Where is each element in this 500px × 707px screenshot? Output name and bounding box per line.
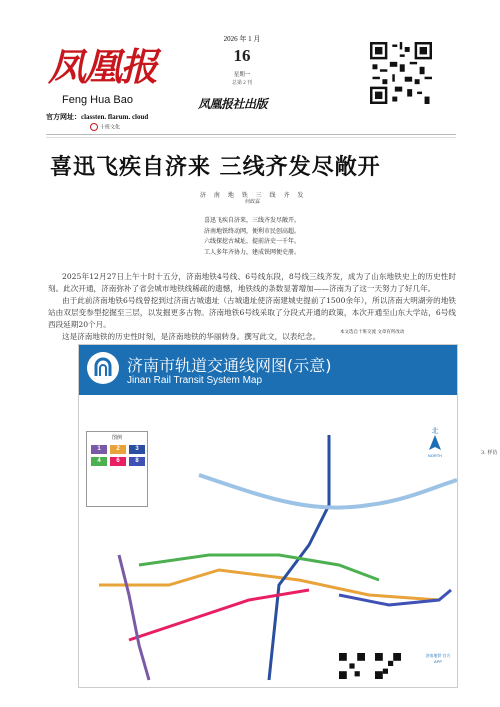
legend-grid bbox=[91, 445, 147, 466]
article-paragraph: 2025年12月27日上午十时十五分，济南地铁4号线、6号线东段，8号线三线齐发，成为了山东地铁史上的历史性时刻。此次开通，济南弥补了省会城市地铁线稀疏的遗憾，地铁线的条数显著增加——济南为了这一天努力了好几年。 bbox=[48, 272, 456, 293]
metro-map bbox=[78, 344, 458, 688]
legend-line-4: 4 bbox=[91, 457, 107, 466]
map-legend bbox=[86, 431, 148, 507]
map-title-en: Jinan Rail Transit System Map bbox=[127, 375, 263, 386]
north-label-en: NORTH bbox=[427, 453, 443, 458]
metro-logo-icon bbox=[87, 352, 119, 384]
headline: 喜迅飞疾自济来 三线齐发尽敞开 bbox=[50, 154, 381, 180]
publisher-seal-icon bbox=[90, 123, 98, 131]
map-title-cn: 济南市轨道交通线网图(示意) bbox=[127, 356, 332, 375]
poem-line: 济南地铁终动网，便利市民创高超。 bbox=[204, 227, 301, 235]
date-year-month: 2026 年 1 月 bbox=[223, 35, 261, 43]
newspaper-name-en: Feng Hua Bao bbox=[62, 94, 133, 106]
legend-line-8: 8 bbox=[129, 457, 145, 466]
legend-title: 图例 bbox=[111, 435, 122, 441]
date-day: 16 bbox=[233, 46, 251, 65]
line-6-path bbox=[129, 590, 309, 640]
article-paragraph: 这是济南地铁的历史性时刻，是济南地铁的华丽转身。撰写此文，以表纪念。 bbox=[62, 332, 321, 341]
author: 何政霖 bbox=[245, 199, 261, 205]
masthead-divider-thin bbox=[46, 137, 456, 138]
qr-code-icon[interactable] bbox=[370, 42, 432, 104]
masthead-divider bbox=[46, 134, 456, 135]
north-label: 北 bbox=[431, 427, 439, 435]
side-note: 3. 样仿 bbox=[481, 450, 498, 456]
poem bbox=[204, 216, 300, 258]
map-header bbox=[79, 345, 457, 395]
issue-number: 总第 2 刊 bbox=[231, 81, 252, 86]
poem-line: 工人多年齐协力，建成铁网便史册。 bbox=[204, 248, 301, 256]
legend-line-3: 3 bbox=[129, 445, 145, 454]
app-qr-code-icon[interactable] bbox=[339, 653, 365, 679]
publisher-mark bbox=[90, 123, 120, 131]
date-weekday: 星期一 bbox=[233, 72, 251, 78]
north-arrow-icon bbox=[428, 426, 442, 458]
source-credit: 本文选自十班交流 文章有所改动 bbox=[340, 330, 405, 335]
newspaper-logo: 凤凰报 bbox=[48, 44, 157, 89]
subheadline: 济 南 地 铁 三 线 齐 发 bbox=[200, 192, 307, 199]
metro-app-logo: 济南地铁 官方 APP bbox=[425, 653, 451, 664]
publisher-label: 十班文化 bbox=[100, 124, 121, 131]
legend-line-2: 2 bbox=[110, 445, 126, 454]
publisher-calligraphy: 凤凰报社出版 bbox=[198, 97, 268, 111]
line-1-path bbox=[119, 555, 149, 680]
date-block bbox=[212, 34, 272, 86]
article-paragraph: 由于此前济南地铁6号线曾挖到过济南古城遗址（古城遗址使济南建城史提前了1500余年），所以济南大明湖旁的地铁站由双层变参型挖掘至三层，以发掘更多古物。济南地铁6号线采取了分段式开通的政策，本次开通至山东大学站，6号线西段延期20个月。 bbox=[48, 296, 456, 329]
legend-line-6: 6 bbox=[110, 457, 126, 466]
legend-line-1: 1 bbox=[91, 445, 107, 454]
poem-line: 六线探挖古城址，提前济史一千年。 bbox=[204, 238, 301, 245]
poem-line: 喜迅飞疾自济来，三线齐发尽敞开。 bbox=[204, 217, 301, 224]
website-link[interactable]: 官方网址：classten. flarum. cloud bbox=[46, 113, 149, 121]
wechat-qr-code-icon[interactable] bbox=[375, 653, 401, 679]
